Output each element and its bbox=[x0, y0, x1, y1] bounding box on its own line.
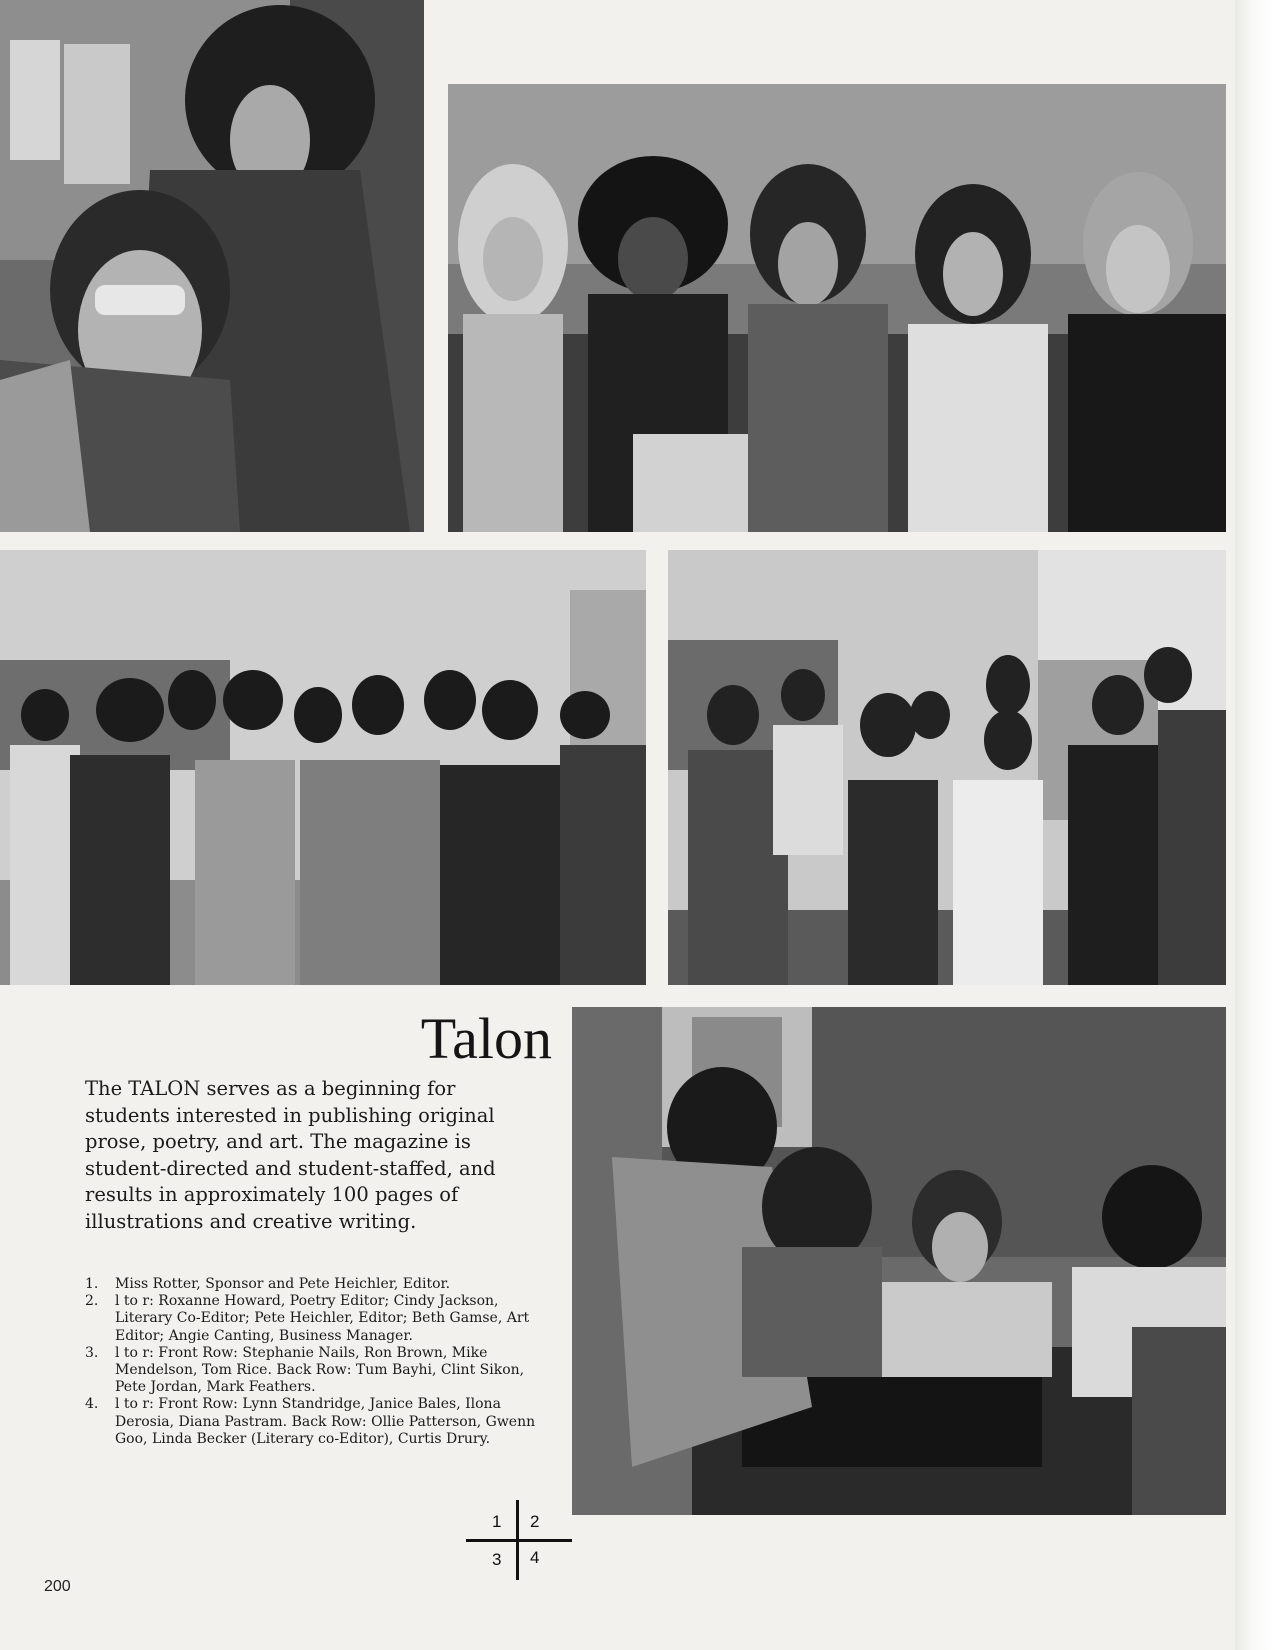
key-label-2: 2 bbox=[530, 1512, 540, 1531]
caption-text: l to r: Front Row: Stephanie Nails, Ron Brown, Mike Mendelson, Tom Rice. Back Row: Tum Bayhi, Clint Sikon, Pete Jordan, Mark Feathers. bbox=[115, 1344, 525, 1396]
caption-number: 4. bbox=[85, 1396, 99, 1413]
photo-group-front-back-row-4 bbox=[668, 550, 1226, 985]
caption-text: l to r: Roxanne Howard, Poetry Editor; Cindy Jackson, Literary Co-Editor; Pete Heichler, Editor; Beth Gamse, Art Editor; Angie Canting, Business Manager. bbox=[115, 1293, 530, 1344]
caption-number: 2. bbox=[85, 1293, 99, 1310]
caption-text: Miss Rotter, Sponsor and Pete Heichler, Editor. bbox=[115, 1276, 451, 1292]
key-horizontal-rule bbox=[466, 1539, 572, 1542]
key-label-4: 4 bbox=[530, 1548, 540, 1567]
caption-item bbox=[85, 1345, 555, 1397]
caption-item bbox=[85, 1293, 555, 1345]
page-edge bbox=[1235, 0, 1275, 1650]
key-label-1: 1 bbox=[492, 1512, 502, 1531]
photo-sponsor-and-editor bbox=[0, 0, 424, 532]
key-label-3: 3 bbox=[492, 1550, 502, 1569]
page-number: 200 bbox=[44, 1578, 71, 1595]
photo-group-front-back-row-3 bbox=[0, 550, 646, 985]
photo-staff-at-worktable bbox=[572, 1007, 1226, 1515]
caption-item bbox=[85, 1396, 555, 1448]
intro-paragraph: The TALON serves as a beginning for students interested in publishing original prose, poetry, and art. The magazine is student-directed and student-staffed, and results in approximately 100 pages of illustrations and creative writing. bbox=[85, 1077, 496, 1233]
photo-position-key bbox=[466, 1500, 572, 1580]
caption-number: 1. bbox=[85, 1276, 99, 1292]
page-title: Talon bbox=[420, 1006, 552, 1071]
caption-text: l to r: Front Row: Lynn Standridge, Janice Bales, Ilona Derosia, Diana Pastram. Back Row: Ollie Patterson, Gwenn Goo, Linda Becker (Literary co-Editor), Curtis Drury. bbox=[115, 1396, 536, 1447]
caption-item bbox=[85, 1276, 555, 1293]
caption-number: 3. bbox=[85, 1344, 99, 1361]
photo-editors-group bbox=[448, 84, 1226, 532]
key-vertical-rule bbox=[516, 1500, 519, 1580]
photo-captions bbox=[85, 1276, 555, 1448]
